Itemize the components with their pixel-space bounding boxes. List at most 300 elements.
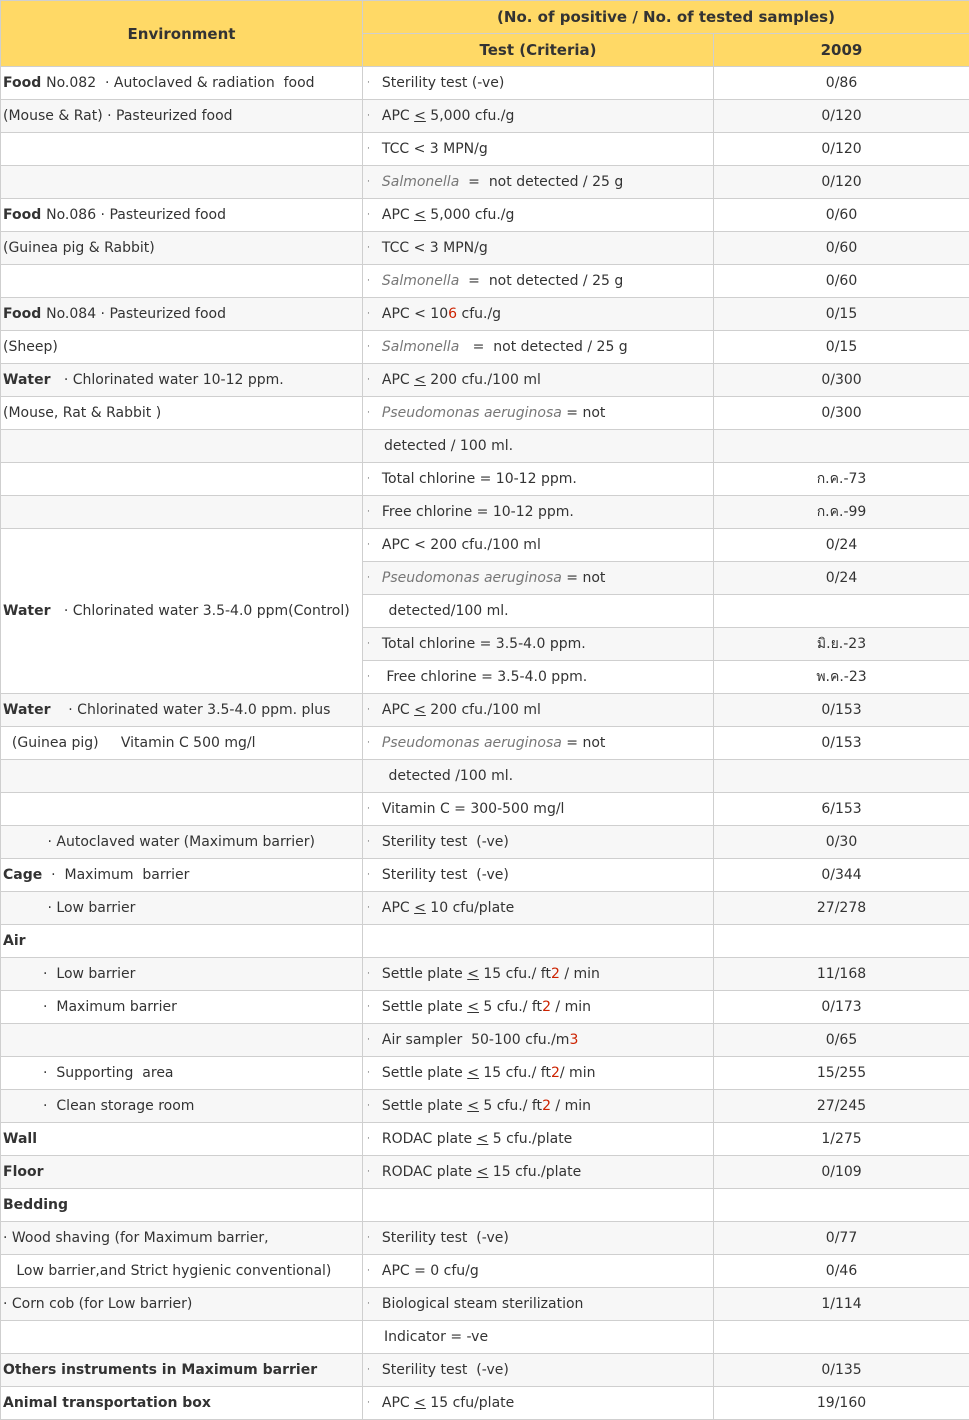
cell-text: Settle plate xyxy=(381,999,468,1015)
table-row xyxy=(1,892,969,925)
table-row xyxy=(1,496,969,529)
test-criteria-cell xyxy=(363,1057,714,1090)
table-row xyxy=(1,859,969,892)
cell-text: = not detected / 25 g xyxy=(459,273,624,289)
test-criteria-cell xyxy=(363,331,714,364)
cell-text: detected/100 ml. xyxy=(384,603,509,619)
bullet-icon: · xyxy=(367,1398,370,1408)
cell-text: Food xyxy=(3,306,47,322)
cell-text: · Corn cob (for Low barrier) xyxy=(3,1296,193,1312)
cell-text: Sterility test (-ve) xyxy=(381,1362,509,1378)
cell-text: 5 cfu./ ft xyxy=(478,1098,543,1114)
cell-text: 2 xyxy=(542,1098,551,1114)
environment-cell xyxy=(1,859,363,892)
cell-text: Sterility test (-ve) xyxy=(381,867,509,883)
result-cell: 0/153 xyxy=(714,727,969,760)
cell-text: · Low barrier xyxy=(3,966,136,982)
cell-text: 5,000 cfu./g xyxy=(425,108,515,124)
test-criteria-cell xyxy=(363,265,714,298)
environment-cell xyxy=(1,727,363,760)
test-criteria-cell xyxy=(363,958,714,991)
cell-text: (Guinea pig) Vitamin C 500 mg/l xyxy=(3,735,256,751)
cell-text: Total chlorine = 10-12 ppm. xyxy=(381,471,577,487)
test-criteria-cell xyxy=(363,661,714,694)
test-criteria-cell xyxy=(363,430,714,463)
cell-text: APC = 0 cfu/g xyxy=(381,1263,479,1279)
cell-text: < xyxy=(414,207,426,223)
environment-cell xyxy=(1,1057,363,1090)
environment-cell xyxy=(1,1123,363,1156)
table-row xyxy=(1,694,969,727)
environment-cell xyxy=(1,232,363,265)
cell-text: = not detected / 25 g xyxy=(459,339,628,355)
cell-text: No.084 · Pasteurized food xyxy=(46,306,227,322)
cell-text: No.086 · Pasteurized food xyxy=(46,207,227,223)
cell-text: Bedding xyxy=(3,1197,68,1213)
bullet-icon: · xyxy=(367,342,370,352)
cell-text: (Guinea pig & Rabbit) xyxy=(3,240,155,256)
bullet-icon: · xyxy=(367,573,370,583)
cell-text: = not xyxy=(561,405,606,421)
table-row xyxy=(1,298,969,331)
cell-text: · Chlorinated water 10-12 ppm. xyxy=(50,372,284,388)
bullet-icon: · xyxy=(367,1035,370,1045)
bullet-icon: · xyxy=(367,1101,370,1111)
result-cell: 0/15 xyxy=(714,298,969,331)
cell-text: · Maximum barrier xyxy=(42,867,190,883)
cell-text: Animal transportation box xyxy=(3,1395,211,1411)
cell-text: < xyxy=(467,966,479,982)
result-cell: 0/120 xyxy=(714,166,969,199)
cell-text: (Mouse, Rat & Rabbit ) xyxy=(3,405,162,421)
result-cell: 0/46 xyxy=(714,1255,969,1288)
table-row xyxy=(1,1387,969,1420)
test-criteria-cell xyxy=(363,1090,714,1123)
cell-text: = not xyxy=(561,735,606,751)
cell-text: Salmonella xyxy=(381,174,460,190)
cell-text: < xyxy=(414,900,426,916)
cell-text: 2 xyxy=(550,966,560,982)
bullet-icon: · xyxy=(367,177,370,187)
cell-text: Cage xyxy=(3,867,43,883)
cell-text: · Wood shaving (for Maximum barrier, xyxy=(3,1230,269,1246)
environment-cell xyxy=(1,496,363,529)
table-row xyxy=(1,1189,969,1222)
table-row xyxy=(1,1057,969,1090)
table-row xyxy=(1,991,969,1024)
environment-cell xyxy=(1,1156,363,1189)
table-row xyxy=(1,727,969,760)
bullet-icon: · xyxy=(367,276,370,286)
result-cell: 0/120 xyxy=(714,133,969,166)
cell-text: (Mouse & Rat) · Pasteurized food xyxy=(3,108,233,124)
bullet-icon: · xyxy=(367,1299,370,1309)
cell-text: / min xyxy=(550,1098,592,1114)
cell-text: · Supporting area xyxy=(3,1065,174,1081)
cell-text: 2 xyxy=(550,1065,560,1081)
cell-text: Food xyxy=(3,75,47,91)
environment-cell xyxy=(1,199,363,232)
test-criteria-cell xyxy=(363,859,714,892)
test-criteria-cell xyxy=(363,1024,714,1057)
result-cell: 0/77 xyxy=(714,1222,969,1255)
table-row xyxy=(1,397,969,430)
environment-cell xyxy=(1,826,363,859)
bullet-icon: · xyxy=(367,474,370,484)
result-cell: 0/135 xyxy=(714,1354,969,1387)
environment-cell xyxy=(1,991,363,1024)
bullet-icon: · xyxy=(367,375,370,385)
environment-cell xyxy=(1,1354,363,1387)
cell-text: = not detected / 25 g xyxy=(459,174,624,190)
cell-text: Water xyxy=(3,702,51,718)
environment-cell xyxy=(1,1255,363,1288)
cell-text: (Sheep) xyxy=(3,339,58,355)
environment-cell xyxy=(1,1189,363,1222)
cell-text: < xyxy=(476,1164,489,1180)
table-row xyxy=(1,1156,969,1189)
test-criteria-cell xyxy=(363,1288,714,1321)
bullet-icon: · xyxy=(367,1233,370,1243)
cell-text: Pseudomonas aeruginosa xyxy=(381,405,562,421)
cell-text: 200 cfu./100 ml xyxy=(425,702,541,718)
test-criteria-cell xyxy=(363,1156,714,1189)
cell-text: 5 cfu./plate xyxy=(488,1131,573,1147)
cell-text: RODAC plate xyxy=(381,1164,477,1180)
result-cell: 0/60 xyxy=(714,199,969,232)
cell-text: Wall xyxy=(3,1131,37,1147)
environment-cell xyxy=(1,397,363,430)
cell-text: / min xyxy=(550,999,592,1015)
test-criteria-cell xyxy=(363,1189,714,1222)
result-cell: พ.ค.-23 xyxy=(714,661,969,694)
cell-text: / min xyxy=(559,1065,596,1081)
cell-text: Salmonella xyxy=(381,339,460,355)
table-row xyxy=(1,331,969,364)
cell-text: Others instruments in Maximum barrier xyxy=(3,1362,318,1378)
cell-text: 10 cfu/plate xyxy=(425,900,515,916)
result-cell: 15/255 xyxy=(714,1057,969,1090)
result-cell: 0/120 xyxy=(714,100,969,133)
test-criteria-cell xyxy=(363,298,714,331)
cell-text: Indicator = -ve xyxy=(384,1329,489,1345)
test-criteria-cell xyxy=(363,166,714,199)
cell-text: APC < 200 cfu./100 ml xyxy=(381,537,541,553)
result-cell xyxy=(714,595,969,628)
test-criteria-cell xyxy=(363,496,714,529)
bullet-icon: · xyxy=(367,78,370,88)
bullet-icon: · xyxy=(367,903,370,913)
table-row xyxy=(1,199,969,232)
test-criteria-cell xyxy=(363,397,714,430)
result-cell: 0/300 xyxy=(714,364,969,397)
cell-text: 200 cfu./100 ml xyxy=(425,372,541,388)
bullet-icon: · xyxy=(367,870,370,880)
cell-text: Total chlorine = 3.5-4.0 ppm. xyxy=(381,636,586,652)
cell-text: · Low barrier xyxy=(3,900,136,916)
cell-text: cfu./g xyxy=(457,306,502,322)
bullet-icon: · xyxy=(367,210,370,220)
result-cell: ก.ค.-99 xyxy=(714,496,969,529)
environment-cell xyxy=(1,166,363,199)
table-row xyxy=(1,1090,969,1123)
test-criteria-cell xyxy=(363,991,714,1024)
table-row xyxy=(1,1255,969,1288)
environment-cell xyxy=(1,958,363,991)
result-cell: 19/160 xyxy=(714,1387,969,1420)
table-row xyxy=(1,1222,969,1255)
test-criteria-cell xyxy=(363,1387,714,1420)
environment-cell xyxy=(1,793,363,826)
cell-text: Settle plate xyxy=(381,966,468,982)
cell-text: < xyxy=(467,1098,479,1114)
cell-text: Water xyxy=(3,372,51,388)
cell-text: Vitamin C = 300-500 mg/l xyxy=(381,801,565,817)
test-criteria-cell xyxy=(363,826,714,859)
result-cell xyxy=(714,925,969,958)
environment-cell xyxy=(1,529,363,694)
bullet-icon: · xyxy=(367,1167,370,1177)
cell-text: No.082 · Autoclaved & radiation food xyxy=(46,75,315,91)
cell-text: Food xyxy=(3,207,47,223)
bullet-icon: · xyxy=(367,309,370,319)
test-criteria-cell xyxy=(363,760,714,793)
bullet-icon: · xyxy=(367,540,370,550)
cell-text: / min xyxy=(559,966,600,982)
result-cell: 0/15 xyxy=(714,331,969,364)
cell-text: 5 cfu./ ft xyxy=(478,999,543,1015)
table-row xyxy=(1,793,969,826)
test-criteria-cell xyxy=(363,727,714,760)
cell-text: Air xyxy=(3,933,26,949)
bullet-icon: · xyxy=(367,639,370,649)
environment-cell xyxy=(1,67,363,100)
table-row xyxy=(1,958,969,991)
table-row xyxy=(1,100,969,133)
test-criteria-cell xyxy=(363,133,714,166)
cell-text: < xyxy=(414,108,426,124)
table-row xyxy=(1,232,969,265)
result-cell: 6/153 xyxy=(714,793,969,826)
group-header: (No. of positive / No. of tested samples) xyxy=(363,1,969,34)
environment-cell xyxy=(1,1222,363,1255)
test-criteria-cell xyxy=(363,1255,714,1288)
test-criteria-cell xyxy=(363,364,714,397)
table-row xyxy=(1,463,969,496)
result-cell: 0/60 xyxy=(714,232,969,265)
environment-cell xyxy=(1,1024,363,1057)
cell-text: TCC < 3 MPN/g xyxy=(381,141,488,157)
result-cell: 11/168 xyxy=(714,958,969,991)
cell-text: 15 cfu./ ft xyxy=(478,966,551,982)
environment-cell xyxy=(1,133,363,166)
table-row xyxy=(1,166,969,199)
test-criteria-cell xyxy=(363,100,714,133)
cell-text: Sterility test (-ve) xyxy=(381,1230,509,1246)
result-cell: 1/114 xyxy=(714,1288,969,1321)
cell-text: 2 xyxy=(542,999,551,1015)
header-row-1 xyxy=(1,1,969,34)
result-cell: 1/275 xyxy=(714,1123,969,1156)
bullet-icon: · xyxy=(367,804,370,814)
environment-cell xyxy=(1,430,363,463)
result-cell xyxy=(714,1321,969,1354)
table-row xyxy=(1,133,969,166)
cell-text: · Maximum barrier xyxy=(3,999,177,1015)
cell-text: < xyxy=(414,372,426,388)
cell-text: Sterility test (-ve) xyxy=(381,834,509,850)
cell-text: < xyxy=(467,999,479,1015)
table-row xyxy=(1,925,969,958)
result-cell: 0/300 xyxy=(714,397,969,430)
environment-cell xyxy=(1,298,363,331)
table-row xyxy=(1,1354,969,1387)
result-cell xyxy=(714,760,969,793)
cell-text: RODAC plate xyxy=(381,1131,477,1147)
environment-cell xyxy=(1,694,363,727)
test-criteria-cell xyxy=(363,67,714,100)
table-row xyxy=(1,760,969,793)
cell-text: Settle plate xyxy=(381,1098,468,1114)
table-row xyxy=(1,265,969,298)
environment-cell xyxy=(1,1321,363,1354)
bullet-icon: · xyxy=(367,111,370,121)
bullet-icon: · xyxy=(367,1365,370,1375)
cell-text: · Chlorinated water 3.5-4.0 ppm(Control) xyxy=(50,603,350,619)
result-cell: มิ.ย.-23 xyxy=(714,628,969,661)
cell-text: Salmonella xyxy=(381,273,460,289)
environment-cell xyxy=(1,364,363,397)
table-row xyxy=(1,67,969,100)
bullet-icon: · xyxy=(367,1002,370,1012)
cell-text: detected / 100 ml. xyxy=(384,438,514,454)
cell-text: Water xyxy=(3,603,51,619)
cell-text: < xyxy=(414,702,426,718)
environment-cell xyxy=(1,265,363,298)
bullet-icon: · xyxy=(367,1068,370,1078)
cell-text: detected /100 ml. xyxy=(384,768,514,784)
bullet-icon: · xyxy=(367,1266,370,1276)
test-criteria-cell xyxy=(363,199,714,232)
cell-text: APC xyxy=(381,207,415,223)
bullet-icon: · xyxy=(367,507,370,517)
result-cell: 0/173 xyxy=(714,991,969,1024)
environment-cell xyxy=(1,925,363,958)
cell-text: Air sampler 50-100 cfu./m xyxy=(381,1032,570,1048)
environment-cell xyxy=(1,760,363,793)
result-cell: 0/86 xyxy=(714,67,969,100)
test-criteria-cell xyxy=(363,892,714,925)
table-row xyxy=(1,1024,969,1057)
result-cell: 0/344 xyxy=(714,859,969,892)
cell-text: 15 cfu./ ft xyxy=(478,1065,551,1081)
cell-text: · Chlorinated water 3.5-4.0 ppm. plus xyxy=(50,702,331,718)
bullet-icon: · xyxy=(367,738,370,748)
bullet-icon: · xyxy=(367,408,370,418)
cell-text: 15 cfu/plate xyxy=(425,1395,515,1411)
environment-cell xyxy=(1,1090,363,1123)
table-row xyxy=(1,1288,969,1321)
cell-text: 15 cfu./plate xyxy=(488,1164,582,1180)
bullet-icon: · xyxy=(367,243,370,253)
bullet-icon: · xyxy=(367,705,370,715)
table-row xyxy=(1,1123,969,1156)
cell-text: · Clean storage room xyxy=(3,1098,195,1114)
cell-text: < xyxy=(476,1131,489,1147)
year-header: 2009 xyxy=(714,34,969,67)
cell-text: < xyxy=(414,1395,426,1411)
table-row xyxy=(1,364,969,397)
cell-text: Settle plate xyxy=(381,1065,468,1081)
result-cell: 0/153 xyxy=(714,694,969,727)
cell-text: 3 xyxy=(569,1032,579,1048)
test-criteria-cell xyxy=(363,232,714,265)
test-criteria-cell xyxy=(363,595,714,628)
result-cell: 27/278 xyxy=(714,892,969,925)
cell-text: = not xyxy=(561,570,606,586)
cell-text: APC xyxy=(381,900,415,916)
test-criteria-cell xyxy=(363,463,714,496)
environment-cell xyxy=(1,100,363,133)
environment-header: Environment xyxy=(1,1,363,67)
cell-text: APC xyxy=(381,1395,415,1411)
test-criteria-cell xyxy=(363,1123,714,1156)
cell-text: APC xyxy=(381,108,415,124)
environment-cell xyxy=(1,331,363,364)
bullet-icon: · xyxy=(367,672,370,682)
test-criteria-cell xyxy=(363,925,714,958)
result-cell: ก.ค.-73 xyxy=(714,463,969,496)
environment-cell xyxy=(1,463,363,496)
cell-text: Floor xyxy=(3,1164,44,1180)
test-criteria-cell xyxy=(363,628,714,661)
cell-text: · Autoclaved water (Maximum barrier) xyxy=(3,834,315,850)
result-cell xyxy=(714,430,969,463)
test-criteria-cell xyxy=(363,529,714,562)
table-row xyxy=(1,430,969,463)
environment-cell xyxy=(1,1387,363,1420)
cell-text: Free chlorine = 3.5-4.0 ppm. xyxy=(381,669,588,685)
test-criteria-cell xyxy=(363,694,714,727)
result-cell: 0/24 xyxy=(714,562,969,595)
cell-text: 6 xyxy=(448,306,458,322)
test-criteria-cell xyxy=(363,1321,714,1354)
cell-text: Low barrier,and Strict hygienic conventional) xyxy=(3,1263,332,1279)
cell-text: Sterility test (-ve) xyxy=(381,75,505,91)
cell-text: TCC < 3 MPN/g xyxy=(381,240,488,256)
test-criteria-header: Test (Criteria) xyxy=(363,34,714,67)
result-cell: 0/24 xyxy=(714,529,969,562)
bullet-icon: · xyxy=(367,969,370,979)
result-cell: 0/30 xyxy=(714,826,969,859)
cell-text: Free chlorine = 10-12 ppm. xyxy=(381,504,574,520)
table-body xyxy=(1,67,969,1420)
result-cell: 27/245 xyxy=(714,1090,969,1123)
cell-text: Biological steam sterilization xyxy=(381,1296,584,1312)
result-cell xyxy=(714,1189,969,1222)
cell-text: APC < 10 xyxy=(381,306,449,322)
table-row xyxy=(1,1321,969,1354)
cell-text: APC xyxy=(381,702,415,718)
table-row xyxy=(1,826,969,859)
environment-cell xyxy=(1,892,363,925)
test-criteria-cell xyxy=(363,1354,714,1387)
result-cell: 0/109 xyxy=(714,1156,969,1189)
cell-text: < xyxy=(467,1065,479,1081)
environment-cell xyxy=(1,1288,363,1321)
test-criteria-cell xyxy=(363,1222,714,1255)
cell-text: Pseudomonas aeruginosa xyxy=(381,735,562,751)
